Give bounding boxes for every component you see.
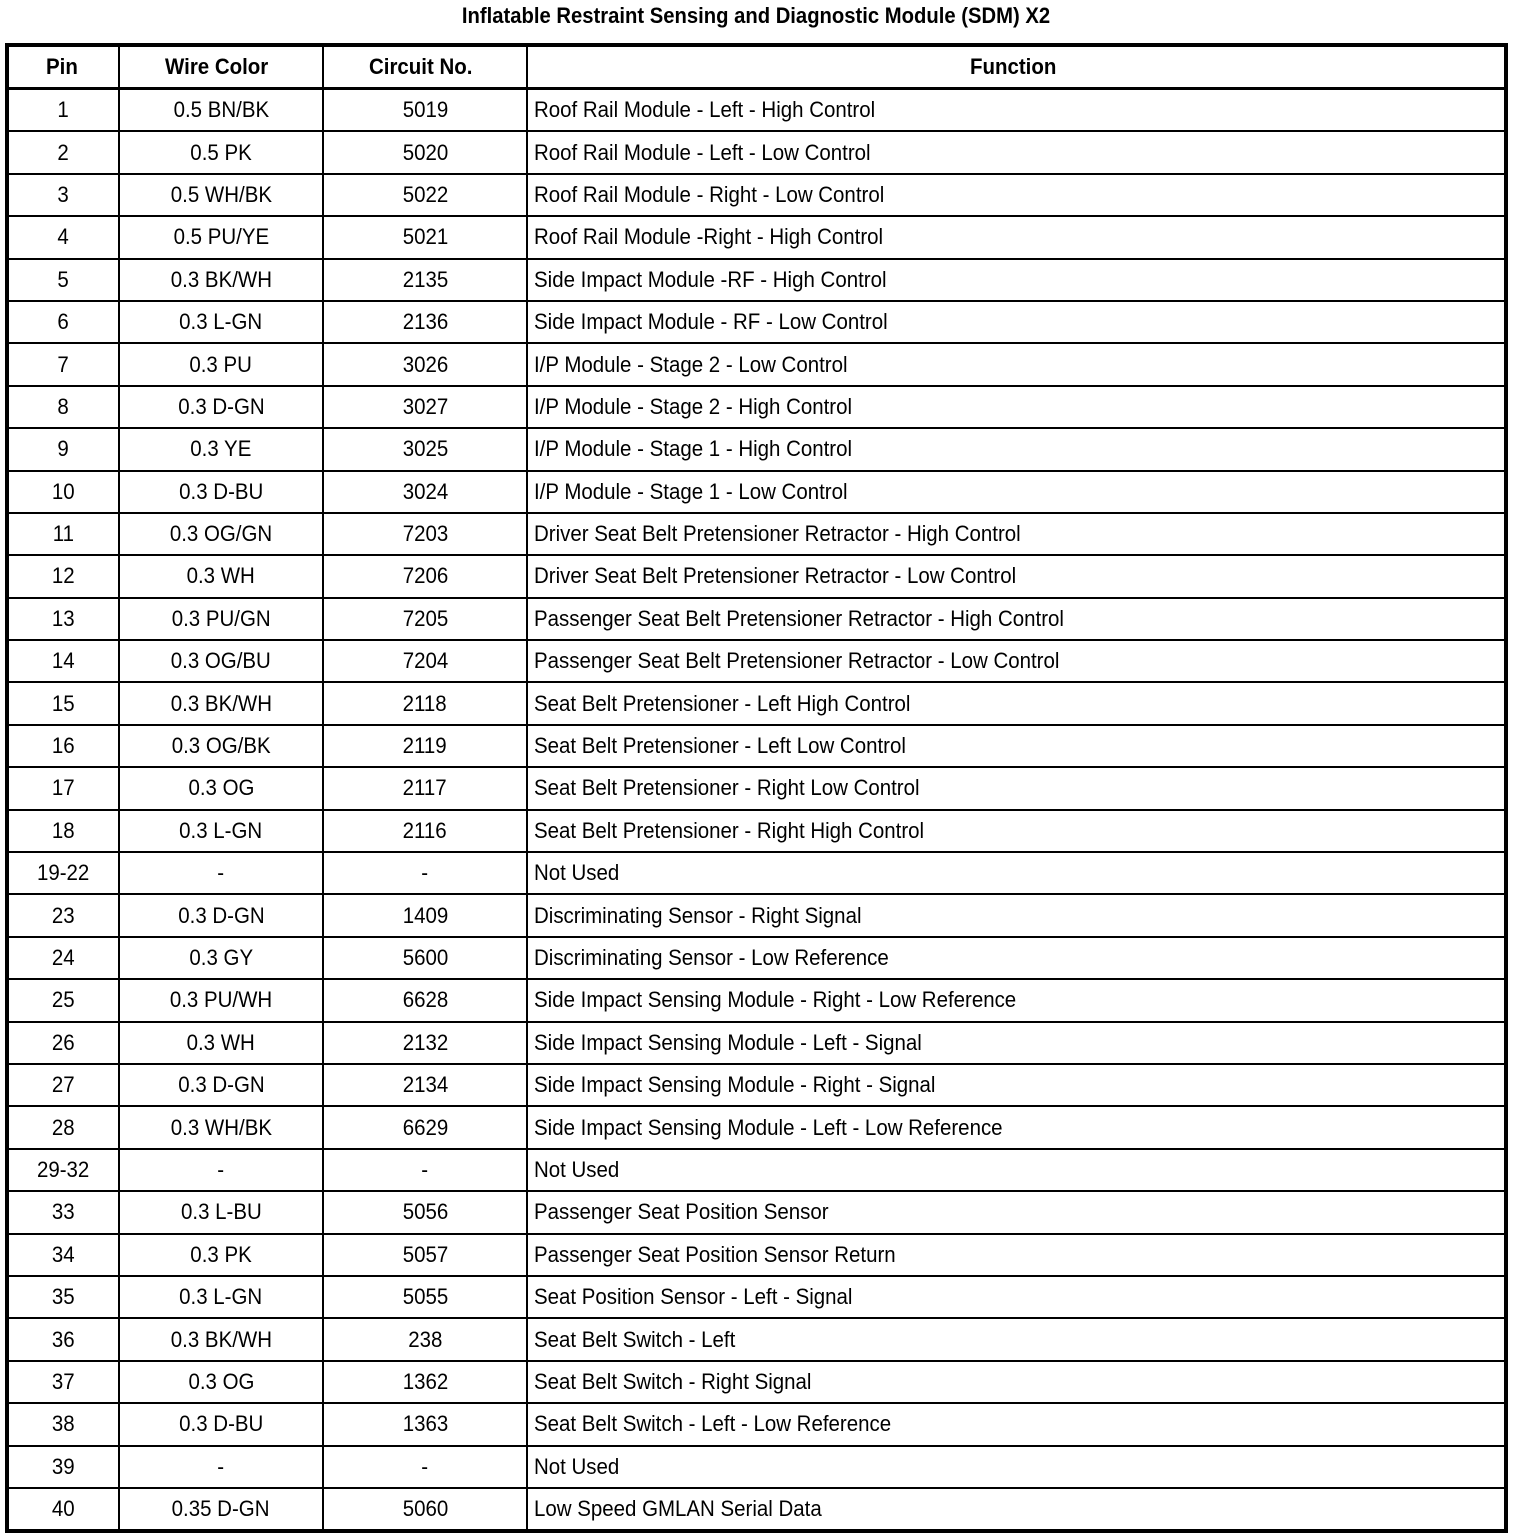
cell-function: Side Impact Sensing Module - Right - Low Reference	[527, 979, 1506, 1021]
cell-function: Roof Rail Module - Left - High Control	[527, 89, 1506, 132]
cell-function: Driver Seat Belt Pretensioner Retractor - High Control	[527, 513, 1506, 555]
cell-pin: 10	[7, 471, 119, 513]
cell-wire-color: 0.3 D-GN	[119, 894, 323, 936]
cell-circuit-no: 5022	[323, 174, 527, 216]
table-row	[7, 343, 1506, 385]
table-body	[7, 89, 1506, 1532]
cell-wire-color: 0.35 D-GN	[119, 1488, 323, 1531]
cell-pin: 25	[7, 979, 119, 1021]
table-row	[7, 1234, 1506, 1276]
cell-circuit-no: 2136	[323, 301, 527, 343]
cell-circuit-no: 7206	[323, 555, 527, 597]
table-row	[7, 1106, 1506, 1148]
cell-pin: 2	[7, 131, 119, 173]
cell-function: Seat Belt Pretensioner - Left High Control	[527, 682, 1506, 724]
cell-wire-color: 0.5 BN/BK	[119, 89, 323, 132]
cell-function: Seat Position Sensor - Left - Signal	[527, 1276, 1506, 1318]
cell-wire-color: 0.3 L-GN	[119, 810, 323, 852]
cell-function: Discriminating Sensor - Low Reference	[527, 937, 1506, 979]
cell-function: Discriminating Sensor - Right Signal	[527, 894, 1506, 936]
table-row	[7, 1446, 1506, 1488]
cell-wire-color: 0.3 OG/GN	[119, 513, 323, 555]
table-row	[7, 471, 1506, 513]
cell-circuit-no: 1363	[323, 1403, 527, 1445]
cell-circuit-no: 5055	[323, 1276, 527, 1318]
table-row	[7, 428, 1506, 470]
cell-pin: 37	[7, 1361, 119, 1403]
table-row	[7, 682, 1506, 724]
table-row	[7, 513, 1506, 555]
cell-function: Passenger Seat Belt Pretensioner Retractor - High Control	[527, 598, 1506, 640]
cell-circuit-no: 6628	[323, 979, 527, 1021]
cell-function: Seat Belt Switch - Right Signal	[527, 1361, 1506, 1403]
cell-circuit-no: 5057	[323, 1234, 527, 1276]
cell-circuit-no: 6629	[323, 1106, 527, 1148]
cell-wire-color: 0.3 L-GN	[119, 301, 323, 343]
table-row	[7, 89, 1506, 132]
cell-function: I/P Module - Stage 2 - Low Control	[527, 343, 1506, 385]
table-row	[7, 979, 1506, 1021]
cell-wire-color: 0.3 GY	[119, 937, 323, 979]
cell-wire-color: 0.5 PU/YE	[119, 216, 323, 258]
cell-circuit-no: 2132	[323, 1022, 527, 1064]
cell-pin: 26	[7, 1022, 119, 1064]
cell-wire-color: 0.3 WH	[119, 555, 323, 597]
cell-pin: 40	[7, 1488, 119, 1531]
cell-circuit-no: 5021	[323, 216, 527, 258]
cell-wire-color: 0.3 OG	[119, 767, 323, 809]
cell-circuit-no: 2117	[323, 767, 527, 809]
table-row	[7, 937, 1506, 979]
table-row	[7, 767, 1506, 809]
table-row	[7, 216, 1506, 258]
cell-circuit-no: 7205	[323, 598, 527, 640]
cell-circuit-no: 1362	[323, 1361, 527, 1403]
cell-function: Roof Rail Module - Left - Low Control	[527, 131, 1506, 173]
cell-pin: 27	[7, 1064, 119, 1106]
cell-function: Passenger Seat Belt Pretensioner Retractor - Low Control	[527, 640, 1506, 682]
cell-function: Seat Belt Pretensioner - Right High Control	[527, 810, 1506, 852]
cell-wire-color: 0.3 L-GN	[119, 1276, 323, 1318]
cell-function: Not Used	[527, 1149, 1506, 1191]
connector-pinout-table	[5, 43, 1508, 1533]
table-row	[7, 1488, 1506, 1531]
cell-wire-color: -	[119, 1446, 323, 1488]
cell-pin: 12	[7, 555, 119, 597]
cell-function: Passenger Seat Position Sensor Return	[527, 1234, 1506, 1276]
cell-pin: 9	[7, 428, 119, 470]
cell-circuit-no: -	[323, 852, 527, 894]
cell-function: Roof Rail Module -Right - High Control	[527, 216, 1506, 258]
cell-pin: 4	[7, 216, 119, 258]
cell-pin: 19-22	[7, 852, 119, 894]
table-row	[7, 1064, 1506, 1106]
cell-circuit-no: 238	[323, 1318, 527, 1360]
cell-pin: 13	[7, 598, 119, 640]
table-row	[7, 555, 1506, 597]
cell-pin: 28	[7, 1106, 119, 1148]
cell-function: Side Impact Module -RF - High Control	[527, 259, 1506, 301]
cell-wire-color: 0.3 OG/BK	[119, 725, 323, 767]
table-row	[7, 1318, 1506, 1360]
header-circuit-no: Circuit No.	[323, 45, 527, 89]
cell-wire-color: 0.5 PK	[119, 131, 323, 173]
table-row	[7, 598, 1506, 640]
cell-function: Side Impact Module - RF - Low Control	[527, 301, 1506, 343]
cell-wire-color: 0.3 OG	[119, 1361, 323, 1403]
cell-circuit-no: 7204	[323, 640, 527, 682]
cell-wire-color: -	[119, 852, 323, 894]
cell-wire-color: 0.3 WH	[119, 1022, 323, 1064]
cell-circuit-no: 7203	[323, 513, 527, 555]
cell-wire-color: 0.3 D-BU	[119, 471, 323, 513]
cell-circuit-no: 2134	[323, 1064, 527, 1106]
cell-pin: 23	[7, 894, 119, 936]
cell-function: Side Impact Sensing Module - Left - Signal	[527, 1022, 1506, 1064]
cell-circuit-no: 3024	[323, 471, 527, 513]
cell-pin: 38	[7, 1403, 119, 1445]
cell-circuit-no: 2119	[323, 725, 527, 767]
table-row	[7, 894, 1506, 936]
cell-pin: 33	[7, 1191, 119, 1233]
cell-wire-color: 0.3 L-BU	[119, 1191, 323, 1233]
cell-function: Seat Belt Pretensioner - Right Low Control	[527, 767, 1506, 809]
cell-pin: 35	[7, 1276, 119, 1318]
table-row	[7, 1149, 1506, 1191]
header-row	[7, 45, 1506, 89]
cell-pin: 15	[7, 682, 119, 724]
cell-circuit-no: 5600	[323, 937, 527, 979]
cell-function: Roof Rail Module - Right - Low Control	[527, 174, 1506, 216]
table-row	[7, 174, 1506, 216]
cell-function: I/P Module - Stage 1 - Low Control	[527, 471, 1506, 513]
cell-circuit-no: 2116	[323, 810, 527, 852]
cell-circuit-no: 3027	[323, 386, 527, 428]
table-row	[7, 1276, 1506, 1318]
table-row	[7, 810, 1506, 852]
table-row	[7, 301, 1506, 343]
cell-function: Not Used	[527, 852, 1506, 894]
cell-function: Side Impact Sensing Module - Right - Signal	[527, 1064, 1506, 1106]
cell-pin: 3	[7, 174, 119, 216]
cell-function: Low Speed GMLAN Serial Data	[534, 1496, 822, 1522]
table-row	[7, 640, 1506, 682]
cell-wire-color: 0.3 PU	[119, 343, 323, 385]
cell-circuit-no: -	[323, 1446, 527, 1488]
cell-function: Not Used	[527, 1446, 1506, 1488]
cell-pin: 16	[7, 725, 119, 767]
cell-circuit-no: 5056	[323, 1191, 527, 1233]
header-function: Function	[527, 45, 1506, 89]
cell-pin: 39	[7, 1446, 119, 1488]
cell-function: Seat Belt Switch - Left	[527, 1318, 1506, 1360]
cell-wire-color: 0.3 BK/WH	[119, 682, 323, 724]
table-row	[7, 852, 1506, 894]
cell-function: Side Impact Sensing Module - Left - Low Reference	[527, 1106, 1506, 1148]
table-row	[7, 131, 1506, 173]
cell-function: Driver Seat Belt Pretensioner Retractor - Low Control	[527, 555, 1506, 597]
cell-wire-color: 0.3 OG/BU	[119, 640, 323, 682]
cell-wire-color: -	[119, 1149, 323, 1191]
table-row	[7, 386, 1506, 428]
document-title: Inflatable Restraint Sensing and Diagnostic Module (SDM) X2	[461, 3, 1051, 28]
cell-wire-color: 0.3 PU/WH	[119, 979, 323, 1021]
cell-pin: 6	[7, 301, 119, 343]
cell-wire-color: 0.3 D-BU	[119, 1403, 323, 1445]
cell-wire-color: 0.3 D-GN	[119, 386, 323, 428]
cell-pin: 11	[7, 513, 119, 555]
cell-pin: 29-32	[7, 1149, 119, 1191]
cell-circuit-no: 3025	[323, 428, 527, 470]
cell-wire-color: 0.3 PU/GN	[119, 598, 323, 640]
cell-pin: 8	[7, 386, 119, 428]
cell-circuit-no: 2135	[323, 259, 527, 301]
table-row	[7, 1361, 1506, 1403]
cell-wire-color: 0.5 WH/BK	[119, 174, 323, 216]
cell-pin: 24	[7, 937, 119, 979]
header-pin: Pin	[7, 45, 119, 89]
cell-pin: 1	[7, 89, 119, 132]
table-row	[7, 259, 1506, 301]
table-row	[7, 725, 1506, 767]
cell-function: Seat Belt Switch - Left - Low Reference	[527, 1403, 1506, 1445]
cell-function: I/P Module - Stage 2 - High Control	[527, 386, 1506, 428]
cell-pin: 14	[7, 640, 119, 682]
cell-circuit-no: 1409	[323, 894, 527, 936]
cell-function: Passenger Seat Position Sensor	[527, 1191, 1506, 1233]
cell-pin: 36	[7, 1318, 119, 1360]
cell-wire-color: 0.3 PK	[119, 1234, 323, 1276]
table-header	[7, 45, 1506, 89]
cell-circuit-no: -	[323, 1149, 527, 1191]
cell-circuit-no: 5020	[323, 131, 527, 173]
cell-pin: 7	[7, 343, 119, 385]
cell-wire-color: 0.3 BK/WH	[119, 259, 323, 301]
header-wire-color: Wire Color	[119, 45, 323, 89]
cell-pin: 5	[7, 259, 119, 301]
cell-circuit-no: 5060	[323, 1488, 527, 1531]
cell-circuit-no: 3026	[323, 343, 527, 385]
cell-wire-color: 0.3 YE	[119, 428, 323, 470]
table-row	[7, 1191, 1506, 1233]
cell-pin: 34	[7, 1234, 119, 1276]
cell-pin: 18	[7, 810, 119, 852]
table-row	[7, 1022, 1506, 1064]
cell-function: Seat Belt Pretensioner - Left Low Control	[527, 725, 1506, 767]
table-row	[7, 1403, 1506, 1445]
cell-circuit-no: 2118	[323, 682, 527, 724]
cell-pin: 17	[7, 767, 119, 809]
cell-wire-color: 0.3 D-GN	[119, 1064, 323, 1106]
cell-wire-color: 0.3 BK/WH	[119, 1318, 323, 1360]
cell-circuit-no: 5019	[323, 89, 527, 132]
cell-function: I/P Module - Stage 1 - High Control	[527, 428, 1506, 470]
cell-wire-color: 0.3 WH/BK	[119, 1106, 323, 1148]
